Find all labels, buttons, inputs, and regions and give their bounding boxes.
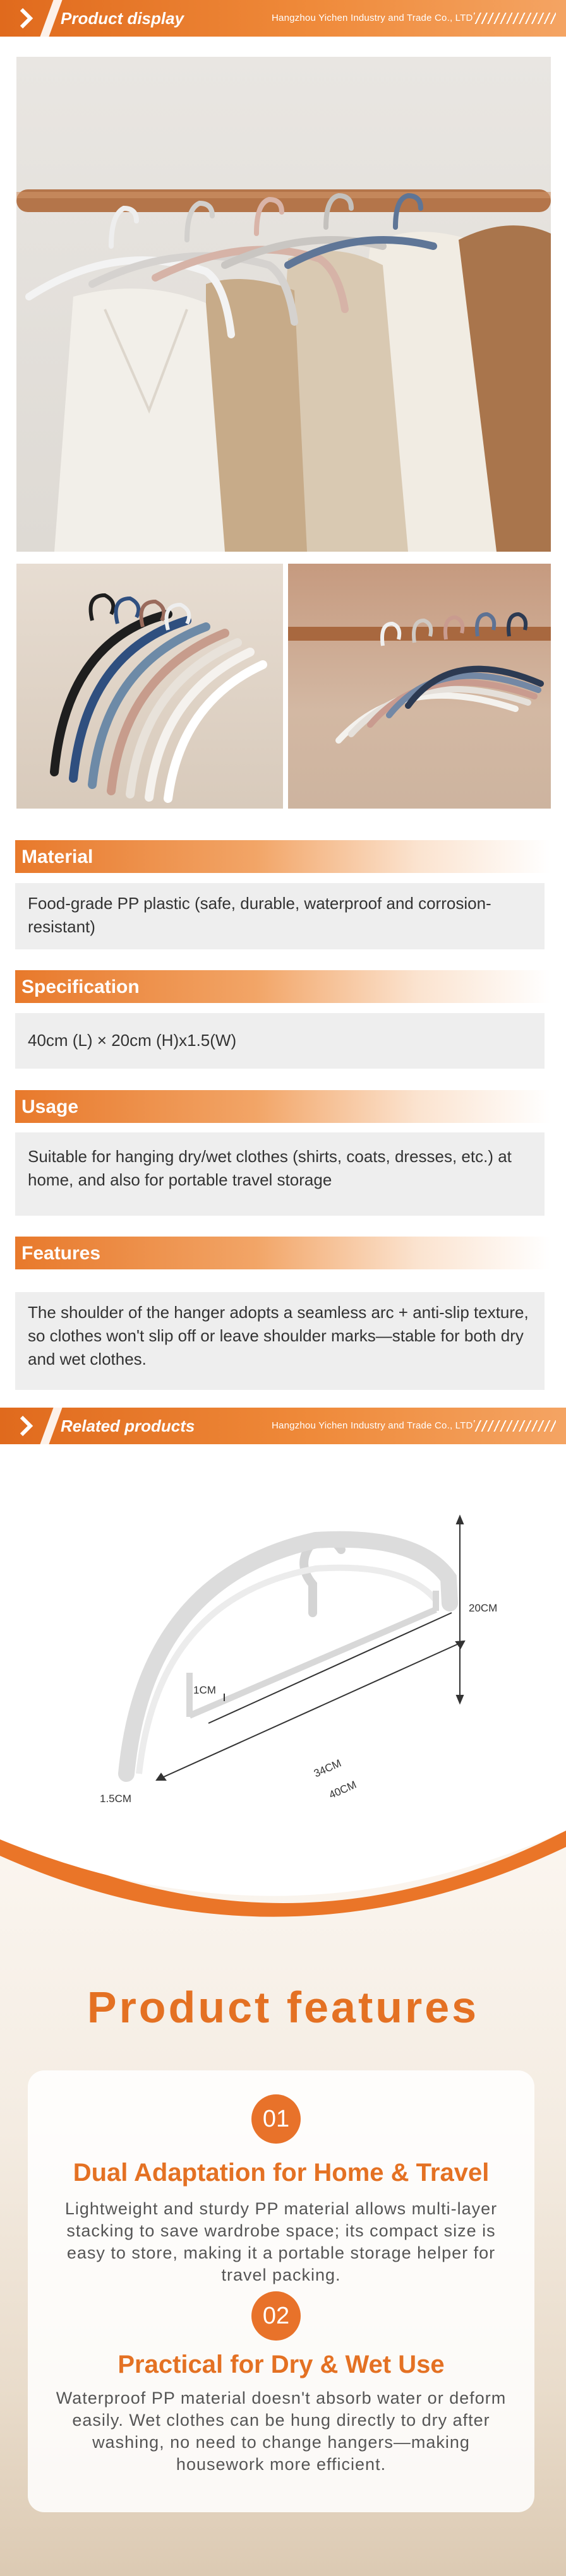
specification-heading <box>15 970 551 1003</box>
specification-label: Specification <box>21 976 140 997</box>
specification-text <box>15 1013 545 1069</box>
hanger-colors-illustration <box>16 564 283 809</box>
material-text <box>15 883 545 949</box>
feature-number-02: 02 <box>251 2291 301 2341</box>
total-length-label: 40CM <box>327 1778 359 1801</box>
inner-length-label: 34CM <box>311 1757 344 1780</box>
usage-text <box>15 1132 545 1216</box>
height-label: 20CM <box>469 1602 498 1614</box>
usage-heading <box>15 1090 551 1123</box>
banner-hatch <box>474 1420 556 1432</box>
usage-value: Suitable for hanging dry/wet clothes (shirts, coats, dresses, etc.) at home, and also for portable travel storage <box>28 1147 512 1189</box>
hanger-dimension-illustration <box>0 1464 566 1818</box>
banner-hatch <box>474 13 556 24</box>
hangers-rail-photo <box>288 564 551 809</box>
company-name: Hangzhou Yichen Industry and Trade Co., LTD <box>272 1420 473 1431</box>
product-features-heading: Product features <box>87 1983 479 2032</box>
chevron-right-icon <box>14 6 39 31</box>
orange-wave-shape <box>0 1831 566 1957</box>
main-product-photo <box>16 57 551 552</box>
features-value: The shoulder of the hanger adopts a seamless arc + anti-slip texture, so clothes won't slip off or leave shoulder marks—stable for both dry and wet clothes. <box>28 1303 529 1368</box>
features-text <box>15 1292 545 1390</box>
feature-text-01: Lightweight and sturdy PP material allows multi-layer stacking to save wardrobe space; its compact size is easy to store, making it a portable storage helper for travel packing. <box>64 2199 498 2284</box>
hangers-on-rail-illustration <box>16 57 551 552</box>
hangers-row-photo <box>16 564 283 809</box>
material-label: Material <box>21 846 93 867</box>
width-label: 1.5CM <box>100 1793 132 1805</box>
company-name: Hangzhou Yichen Industry and Trade Co., LTD <box>272 13 473 23</box>
chevron-right-icon <box>14 1413 39 1439</box>
banner-divider <box>40 1408 62 1444</box>
related-products-banner <box>0 1408 566 1444</box>
orange-wave <box>0 1831 566 1957</box>
banner-title: Product display <box>61 9 184 28</box>
material-heading <box>15 840 551 873</box>
product-display-banner <box>0 0 566 37</box>
material-value: Food-grade PP plastic (safe, durable, waterproof and corrosion-resistant) <box>28 894 491 936</box>
feature-number-01: 01 <box>251 2094 301 2144</box>
specification-value: 40cm (L) × 20cm (H)x1.5(W) <box>28 1031 237 1050</box>
usage-label: Usage <box>21 1096 79 1117</box>
banner-divider <box>40 0 62 37</box>
features-heading <box>15 1237 551 1269</box>
dimension-diagram <box>0 1464 566 1818</box>
thickness-label: 1CM <box>193 1684 216 1696</box>
feature-title-01: Dual Adaptation for Home & Travel <box>73 2159 490 2187</box>
hangers-rail-illustration <box>288 564 551 809</box>
features-label: Features <box>21 1243 101 1264</box>
feature-text-02: Waterproof PP material doesn't absorb water or deform easily. Wet clothes can be hung directly to dry after washing, no need to change hangers—making housework more efficient. <box>56 2389 507 2474</box>
feature-title-02: Practical for Dry & Wet Use <box>117 2351 445 2378</box>
banner-title: Related products <box>61 1416 195 1435</box>
